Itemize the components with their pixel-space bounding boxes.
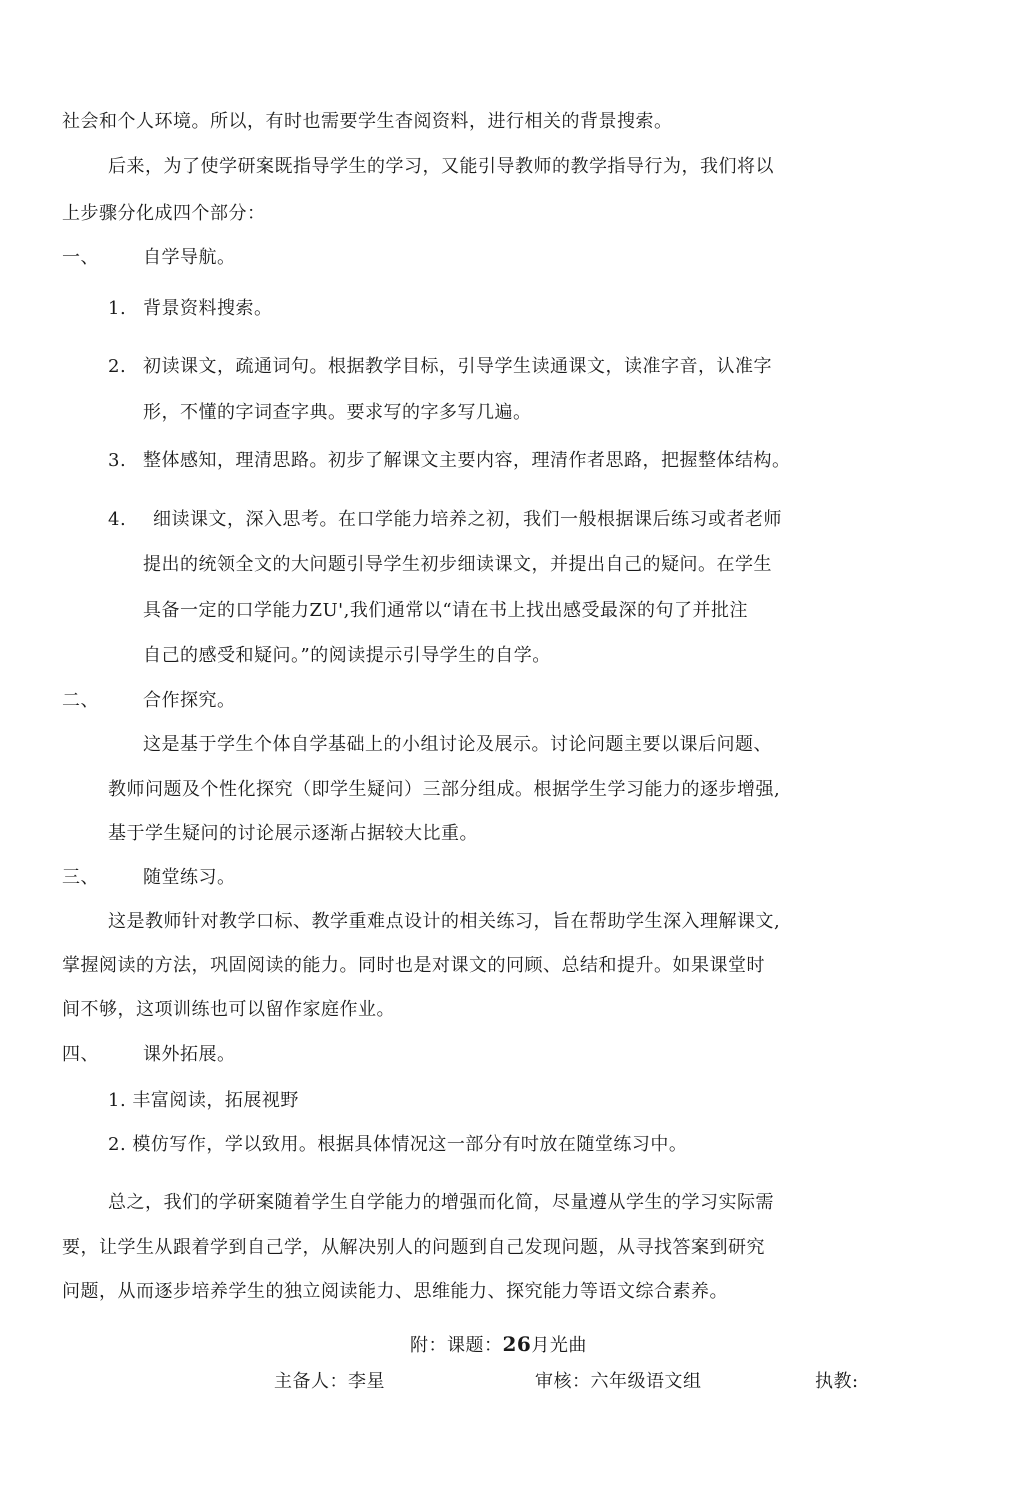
section2-line-2: 教师问题及个性化探究（即学生疑问）三部分组成。根据学生学习能力的逐步增强, [108,779,781,800]
section1-item3-line1: 整体感知，理清思路。初步了解课文主要内容，理清作者思路，把握整体结构。 [143,450,791,471]
section2-marker: 二、 [62,690,99,711]
summary-line-2: 要，让学生从跟着学到自己学，从解决别人的问题到自己发现问题，从寻找答案到研究 [62,1237,765,1258]
section1-marker: 一、 [62,247,99,268]
section1-item2-line2: 形，不懂的字词查字典。要求写的字多写几遍。 [143,402,532,423]
teacher: 执教: [815,1371,859,1392]
section2-line-3: 基于学生疑问的讨论展示逐渐占据较大比重。 [108,823,478,844]
section1-item1-line1: 背景资料搜索。 [143,298,273,319]
section1-item4-line4: 自己的感受和疑问。”的阅读提示引导学生的自学。 [143,645,551,666]
section3-title: 随堂练习。 [143,867,236,888]
section3-line-2: 掌握阅读的方法，巩固阅读的能力。同时也是对课文的冋顾、总结和提升。如果课堂时 [62,955,765,976]
section1-item2-line1: 初读课文，疏通词句。根据教学目标，引导学生读通课文，读准字音，认准字 [143,356,772,377]
summary-line-3: 问题，从而逐步培养学生的独立阅读能力、思维能力、探究能力等语文综合素养。 [62,1281,728,1302]
appendix-prefix: 附：课题： [410,1335,503,1356]
section1-item3-num: 3. [108,450,127,471]
section2-line-1: 这是基于学生个体自学基础上的小组讨论及展示。讨论问题主要以课后问题、 [143,734,772,755]
section1-title: 自学导航。 [143,247,236,268]
section3-line-3: 间不够，这项训练也可以留作家庭作业。 [62,999,395,1020]
section1-item4-num: 4. [108,509,127,530]
appendix-number: 26 [502,1332,532,1356]
reviewer: 审核：六年级语文组 [535,1371,702,1392]
section1-item1-num: 1. [108,298,127,319]
intro-line-2: 后来，为了使学研案既指导学生的学习，又能引导教师的教学指导行为，我们将以 [108,156,774,177]
appendix-title [410,1332,587,1358]
preparer: 主备人：李星 [274,1371,385,1392]
summary-line-1: 总之，我们的学研案随着学生自学能力的增强而化简，尽量遵从学生的学习实际需 [108,1192,774,1213]
section1-item4-line3: 具备一定的口学能力ZU',我们通常以“请在书上找出感受最深的句了并批注 [143,600,749,621]
intro-line-3: 上步骤分化成四个部分： [62,203,266,224]
section4-marker: 四、 [62,1044,99,1065]
intro-line-1: 社会和个人环境。所以，有时也需要学生杳阅资料，进行相关的背景搜索。 [62,111,673,132]
section3-marker: 三、 [62,867,99,888]
section2-title: 合作探究。 [143,690,236,711]
section1-item2-num: 2. [108,356,127,377]
section1-item4-line2: 提出的统领全文的大问题引导学生初步细读课文，并提出自己的疑问。在学生 [143,554,772,575]
section4-title: 课外拓展。 [143,1044,236,1065]
section4-item-2: 2. 模仿写作，学以致用。根据具体情况这一部分有吋放在随堂练习中。 [108,1134,688,1155]
section1-item4-line1: 细读课文，深入思考。在口学能力培养之初，我们一般根据课后练习或者老师 [153,509,782,530]
section3-line-1: 这是教师针对教学口标、教学重难点设计的相关练习，旨在帮助学生深入理解课文, [108,911,781,932]
section4-item-1: 1. 丰富阅读，拓展视野 [108,1090,299,1111]
appendix-suffix: 月光曲 [531,1335,587,1356]
